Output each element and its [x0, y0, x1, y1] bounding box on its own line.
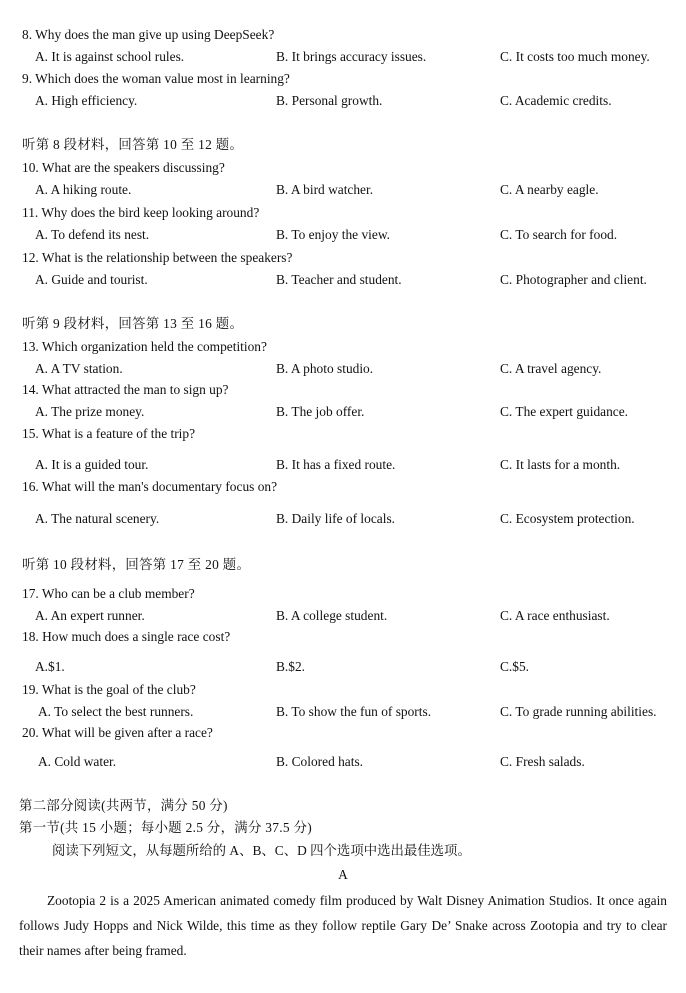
q19-option-c: C. To grade running abilities. [500, 704, 657, 719]
question-9: 9. Which does the woman value most in learning? [22, 71, 290, 86]
section-heading-10: 听第 10 段材料，回答第 17 至 20 题。 [22, 557, 251, 572]
q14-option-b: B. The job offer. [276, 404, 365, 419]
q12-option-b: B. Teacher and student. [276, 272, 402, 287]
q10-option-c: C. A nearby eagle. [500, 182, 599, 197]
q13-option-c: C. A travel agency. [500, 361, 602, 376]
passage-label: A [338, 867, 348, 882]
q20-option-c: C. Fresh salads. [500, 754, 585, 769]
q18-option-a: A.$1. [35, 659, 65, 674]
q15-option-b: B. It has a fixed route. [276, 457, 396, 472]
q10-option-a: A. A hiking route. [35, 182, 132, 197]
question-15: 15. What is a feature of the trip? [22, 426, 196, 441]
part-two-heading: 第二部分阅读(共两节，满分 50 分) [19, 798, 228, 813]
passage-paragraph: Zootopia 2 is a 2025 American animated comedy film produced by Walt Disney Animation Studios. It once again follows Judy Hopps and Nick Wilde, this time as they follow reptile Gary De’ Snake across Zootopia and try to clear their names after being framed. [19, 893, 667, 958]
question-17: 17. Who can be a club member? [22, 586, 195, 601]
q11-option-b: B. To enjoy the view. [276, 227, 390, 242]
q8-option-b: B. It brings accuracy issues. [276, 49, 427, 64]
q9-option-c: C. Academic credits. [500, 93, 612, 108]
question-8: 8. Why does the man give up using DeepSeek? [22, 27, 275, 42]
q14-option-a: A. The prize money. [35, 404, 145, 419]
q11-option-c: C. To search for food. [500, 227, 618, 242]
q12-option-c: C. Photographer and client. [500, 272, 647, 287]
q16-option-a: A. The natural scenery. [35, 511, 160, 526]
section-one-heading: 第一节(共 15 小题；每小题 2.5 分，满分 37.5 分) [19, 820, 313, 835]
q18-option-b: B.$2. [276, 659, 306, 674]
q15-option-c: C. It lasts for a month. [500, 457, 621, 472]
q17-option-b: B. A college student. [276, 608, 388, 623]
question-14: 14. What attracted the man to sign up? [22, 382, 229, 397]
question-10: 10. What are the speakers discussing? [22, 160, 225, 175]
q17-option-c: C. A race enthusiast. [500, 608, 610, 623]
q17-option-a: A. An expert runner. [35, 608, 145, 623]
q19-option-a: A. To select the best runners. [38, 704, 194, 719]
q12-option-a: A. Guide and tourist. [35, 272, 148, 287]
q16-option-b: B. Daily life of locals. [276, 511, 395, 526]
q16-option-c: C. Ecosystem protection. [500, 511, 635, 526]
q9-option-a: A. High efficiency. [35, 93, 138, 108]
q14-option-c: C. The expert guidance. [500, 404, 629, 419]
question-19: 19. What is the goal of the club? [22, 682, 196, 697]
q8-option-c: C. It costs too much money. [500, 49, 650, 64]
question-12: 12. What is the relationship between the speakers? [22, 250, 293, 265]
q18-option-c: C.$5. [500, 659, 530, 674]
question-11: 11. Why does the bird keep looking around? [22, 205, 260, 220]
reading-instruction: 阅读下列短文，从每题所给的 A、B、C、D 四个选项中选出最佳选项。 [52, 843, 471, 858]
question-13: 13. Which organization held the competition? [22, 339, 267, 354]
q20-option-b: B. Colored hats. [276, 754, 364, 769]
q13-option-b: B. A photo studio. [276, 361, 374, 376]
q11-option-a: A. To defend its nest. [35, 227, 150, 242]
q10-option-b: B. A bird watcher. [276, 182, 374, 197]
q19-option-b: B. To show the fun of sports. [276, 704, 432, 719]
q8-option-a: A. It is against school rules. [35, 49, 185, 64]
section-heading-9: 听第 9 段材料，回答第 13 至 16 题。 [22, 316, 244, 331]
question-16: 16. What will the man's documentary focus on? [22, 479, 278, 494]
q9-option-b: B. Personal growth. [276, 93, 383, 108]
q15-option-a: A. It is a guided tour. [35, 457, 149, 472]
section-heading-8: 听第 8 段材料，回答第 10 至 12 题。 [22, 137, 244, 152]
q13-option-a: A. A TV station. [35, 361, 123, 376]
question-18: 18. How much does a single race cost? [22, 629, 231, 644]
question-20: 20. What will be given after a race? [22, 725, 213, 740]
q20-option-a: A. Cold water. [38, 754, 117, 769]
